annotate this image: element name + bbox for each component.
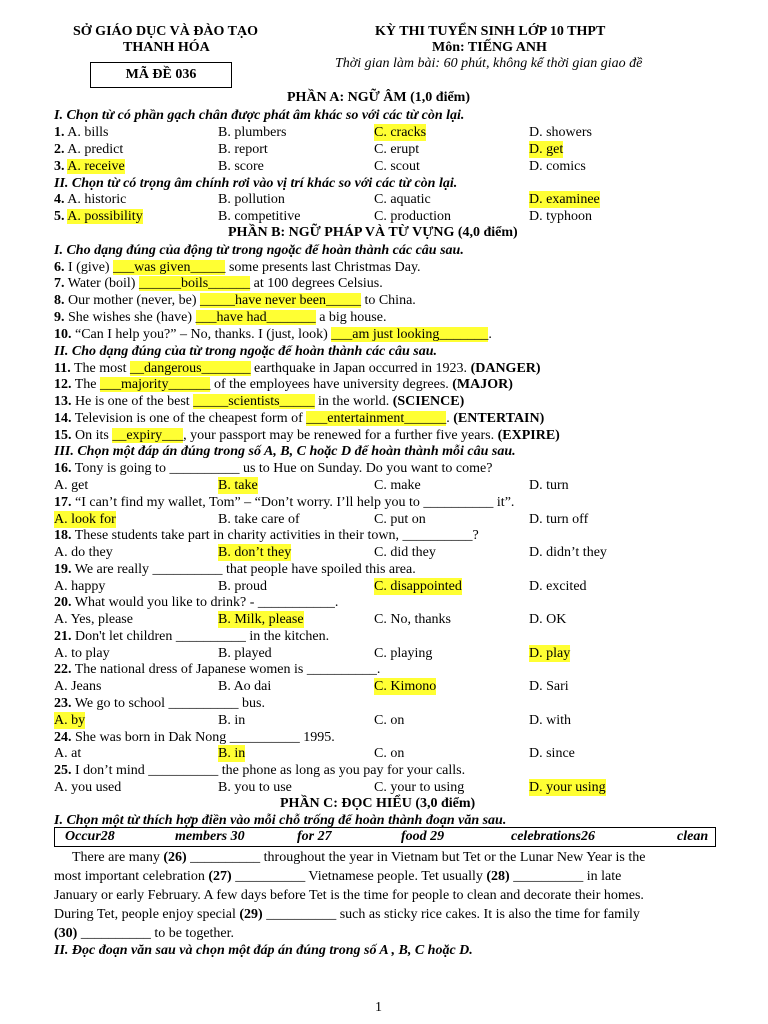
question-24-stem: 24. She was born in Dak Nong __________ 1995. (54, 730, 335, 745)
option-d-answer: D. play (529, 646, 571, 661)
question-23-stem: 23. We go to school __________ bus. (54, 696, 265, 711)
option-c: C. did they (374, 545, 436, 560)
option-b: B. you to use (218, 780, 292, 795)
option-b-answer: B. take (218, 478, 258, 493)
exam-code-box: MÃ ĐỀ 036 (90, 62, 232, 88)
option-a: A. to play (54, 646, 110, 661)
question-22-options (54, 678, 748, 695)
option-b: B. proud (218, 579, 267, 594)
question-20-options (54, 611, 748, 628)
option-d: D. typhoon (529, 209, 592, 224)
option-b: B. competitive (218, 209, 301, 224)
answer: _____scientists_____ (193, 394, 315, 409)
word-bank-item: Occur28 (65, 829, 115, 844)
option-a: A. get (54, 478, 89, 493)
question-18-options (54, 544, 748, 561)
option-a: A. at (54, 746, 82, 761)
question-23-options (54, 712, 748, 729)
option-b-answer: B. in (218, 746, 246, 761)
part-a-title: PHẦN A: NGỮ ÂM (1,0 điểm) (287, 90, 471, 105)
word-bank-item: clean (677, 829, 709, 844)
option-c: C. your to using (374, 780, 465, 795)
word-bank-item: celebrations26 (511, 829, 595, 844)
page-number: 1 (375, 1000, 382, 1015)
word-bank-item: food 29 (401, 829, 445, 844)
question-20-stem: 20. What would you like to drink? - ___________. (54, 595, 339, 610)
answer: ___am just looking_______ (331, 327, 489, 342)
option-b: B. plumbers (218, 125, 287, 140)
answer: __dangerous_______ (129, 361, 251, 376)
option-c: C. production (374, 209, 451, 224)
question-18-stem: 18. These students take part in charity activities in their town, __________? (54, 528, 479, 543)
part-b-title: PHẦN B: NGỮ PHÁP VÀ TỪ VỰNG (4,0 điểm) (228, 225, 518, 240)
question-24-options (54, 745, 748, 762)
answer: ___was given_____ (113, 260, 226, 275)
question-6: 6. I (give) ___was given_____ some presents last Christmas Day. (54, 260, 421, 275)
word-bank-item: members 30 (175, 829, 245, 844)
question-13: 13. He is one of the best _____scientists_____ in the world. (SCIENCE) (54, 394, 465, 409)
question-25-stem: 25. I don’t mind __________ the phone as long as you pay for your calls. (54, 763, 466, 778)
question-22-stem: 22. The national dress of Japanese women is __________. (54, 662, 381, 677)
option-a: A. Yes, please (54, 612, 133, 627)
option-c: C. erupt (374, 142, 420, 157)
option-c: C. make (374, 478, 421, 493)
option-a-answer: A. look for (54, 512, 116, 527)
option-b: B. take care of (218, 512, 300, 527)
option-b: B. report (218, 142, 268, 157)
option-a: A. Jeans (54, 679, 102, 694)
word-bank-item: for 27 (297, 829, 332, 844)
option-b: B. pollution (218, 192, 285, 207)
option-c: C. on (374, 746, 405, 761)
option-c-answer: C. cracks (374, 125, 427, 140)
dept-name: SỞ GIÁO DỤC VÀ ĐÀO TẠO (73, 24, 259, 39)
question-11: 11. The most __dangerous_______ earthquake in Japan occurred in 1923. (DANGER) (54, 361, 541, 376)
option-b: B. Ao dai (218, 679, 272, 694)
option-c: C. scout (374, 159, 420, 174)
answer: ___entertainment______ (306, 411, 447, 426)
option-d: D. showers (529, 125, 592, 140)
question-15: 15. On its __expiry___, your passport may be renewed for a further five years. (EXPIRE) (54, 428, 560, 443)
part-c-section-2: II. Đọc đoạn văn sau và chọn một đáp án đúng trong số A , B, C hoặc D. (54, 943, 473, 958)
option-d: D. didn’t they (529, 545, 607, 560)
question-25-options (54, 779, 748, 796)
question-17-options (54, 511, 748, 528)
option-a: A. historic (67, 192, 127, 207)
option-c-answer: C. disappointed (374, 579, 462, 594)
part-a-section-2: II. Chọn từ có trọng âm chính rơi vào vị trí khác so với các từ còn lại. (54, 176, 458, 191)
option-d: D. comics (529, 159, 586, 174)
option-c: C. No, thanks (374, 612, 451, 627)
option-d: D. with (529, 713, 571, 728)
question-14: 14. Television is one of the cheapest form of ___entertainment______. (ENTERTAIN) (54, 411, 545, 426)
option-b: B. in (218, 713, 246, 728)
part-b-section-1: I. Cho dạng đúng của động từ trong ngoặc để hoàn thành các câu sau. (54, 243, 464, 258)
option-a: A. you used (54, 780, 122, 795)
answer: __expiry___ (112, 428, 184, 443)
province-name: THANH HÓA (123, 40, 210, 55)
question-1: 1. A. bills B. plumbers C. cracks D. showers (54, 125, 592, 140)
part-b-section-2: II. Cho dạng đúng của từ trong ngoặc để hoàn thành các câu sau. (54, 344, 437, 359)
option-d: D. turn (529, 478, 569, 493)
question-7: 7. Water (boil) ______boils______ at 100 degrees Celsius. (54, 276, 383, 291)
option-a-answer: A. by (54, 713, 86, 728)
question-5: 5. A. possibility B. competitive C. production D. typhoon (54, 209, 592, 224)
question-10: 10. “Can I help you?” – No, thanks. I (just, look) ___am just looking_______. (54, 327, 492, 342)
question-12: 12. The ___majority______ of the employees have university degrees. (MAJOR) (54, 377, 513, 392)
option-d: D. excited (529, 579, 587, 594)
option-d-answer: D. your using (529, 780, 606, 795)
question-16-options (54, 477, 748, 494)
reading-passage: There are many (26) __________ throughout the year in Vietnam but Tet or the Lunar New Year is the most important celebration (27) __________ Vietnamese people. Tet usually (28) __________ in late January or early February. A few days before Tet is the time for people to clean and decorate their homes. During Tet, people enjoy special (29) __________ such as sticky rice cakes. It is also the time for family (30) __________ to be together. (54, 850, 646, 941)
question-2: 2. A. predict B. report C. erupt D. get (54, 142, 564, 157)
option-a: A. bills (67, 125, 109, 140)
option-b: B. played (218, 646, 272, 661)
option-d: D. OK (529, 612, 567, 627)
answer: ___have had_______ (195, 310, 316, 325)
question-9: 9. She wishes she (have) ___have had_______ a big house. (54, 310, 387, 325)
option-b-answer: B. don’t they (218, 545, 292, 560)
question-19-stem: 19. We are really __________ that people have spoiled this area. (54, 562, 416, 577)
part-a-section-1: I. Chọn từ có phần gạch chân được phát âm khác so với các từ còn lại. (54, 108, 465, 123)
question-21-stem: 21. Don't let children __________ in the kitchen. (54, 629, 330, 644)
option-d: D. since (529, 746, 575, 761)
option-c: C. aquatic (374, 192, 431, 207)
option-d: D. turn off (529, 512, 589, 527)
option-b: B. score (218, 159, 264, 174)
option-d-answer: D. examinee (529, 192, 600, 207)
question-19-options (54, 578, 748, 595)
option-c: C. playing (374, 646, 433, 661)
word-bank (54, 827, 716, 847)
part-b-section-3: III. Chọn một đáp án đúng trong số A, B, C hoặc D để hoàn thành mỗi câu sau. (54, 444, 516, 459)
option-d-answer: D. get (529, 142, 564, 157)
exam-title: KỲ THI TUYỂN SINH LỚP 10 THPT (375, 24, 606, 39)
question-8: 8. Our mother (never, be) _____have never been_____ to China. (54, 293, 416, 308)
question-16-stem: 16. Tony is going to __________ us to Hue on Sunday. Do you want to come? (54, 461, 493, 476)
option-a: A. predict (67, 142, 124, 157)
answer: ______boils______ (138, 276, 251, 291)
question-17-stem: 17. “I can’t find my wallet, Tom” – “Don’t worry. I’ll help you to __________ it”. (54, 495, 515, 510)
option-d: D. Sari (529, 679, 569, 694)
time-note: Thời gian làm bài: 60 phút, không kể thời gian giao đề (335, 56, 643, 71)
part-c-section-1: I. Chọn một từ thích hợp điền vào mỗi chỗ trống để hoàn thành đoạn văn sau. (54, 813, 507, 828)
answer: _____have never been_____ (200, 293, 361, 308)
option-c: C. on (374, 713, 405, 728)
option-a-answer: A. possibility (67, 209, 143, 224)
answer: ___majority______ (100, 377, 211, 392)
option-a: A. do they (54, 545, 113, 560)
option-a-answer: A. receive (67, 159, 125, 174)
option-c-answer: C. Kimono (374, 679, 437, 694)
option-a: A. happy (54, 579, 106, 594)
question-21-options (54, 645, 748, 662)
question-4: 4. A. historic B. pollution C. aquatic D. examinee (54, 192, 600, 207)
part-c-title: PHẦN C: ĐỌC HIỂU (3,0 điểm) (280, 796, 476, 811)
subject: Môn: TIẾNG ANH (432, 40, 547, 55)
option-b-answer: B. Milk, please (218, 612, 304, 627)
option-c: C. put on (374, 512, 426, 527)
question-3: 3. A. receive B. score C. scout D. comics (54, 159, 586, 174)
